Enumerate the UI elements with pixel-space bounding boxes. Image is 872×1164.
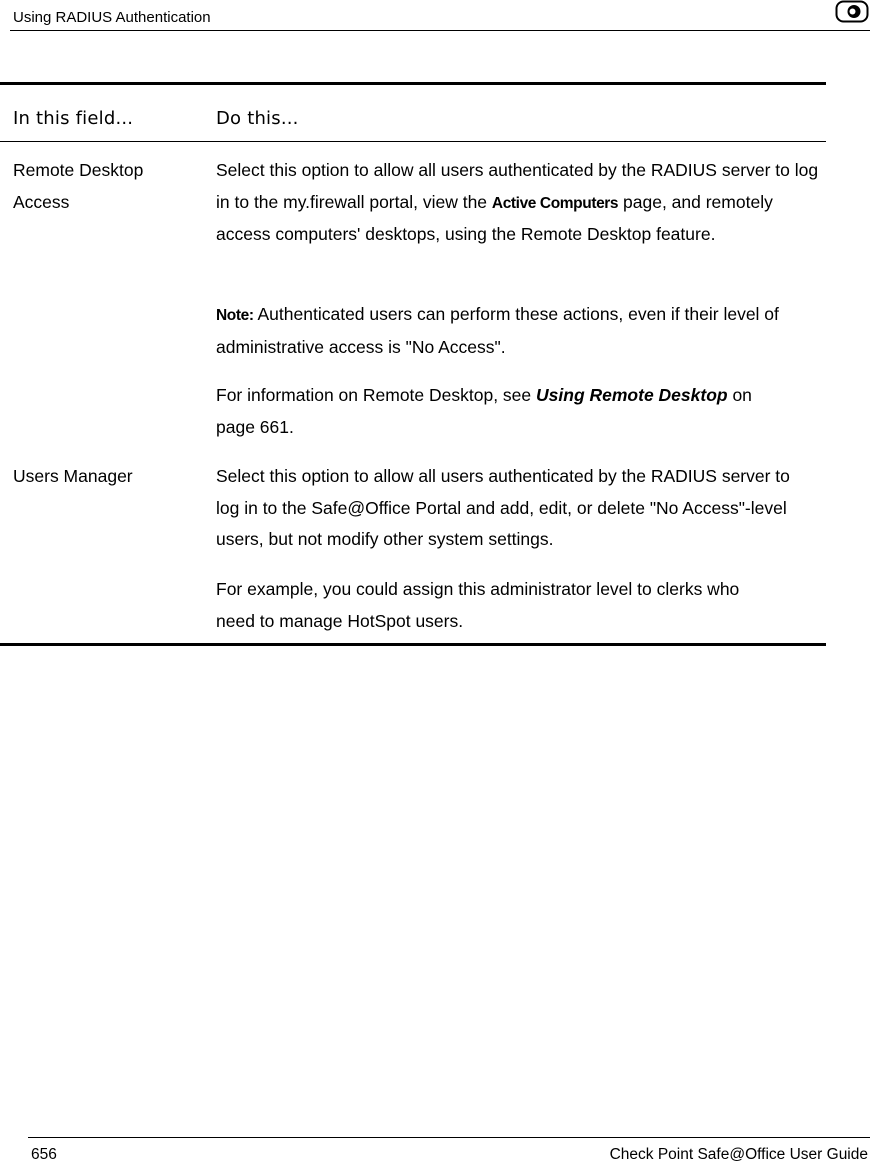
table-row-users-manager-example: For example, you could assign this administrator level to clerks who need to manage HotSpot users. [216,579,740,631]
column-header-action: Do this... [216,108,299,129]
header-row-rule [0,141,826,142]
header-rule [10,30,870,31]
check-point-logo-icon [835,0,869,24]
ui-term-active-computers: Active Computers [491,194,619,212]
guide-title: Check Point Safe@Office User Guide [609,1146,868,1163]
running-header-title: Using RADIUS Authentication [13,9,211,26]
table-row-remote-desktop-note: Note: Authenticated users can perform these actions, even if their level of administrative access is "No Access". [216,304,779,357]
footer-rule [28,1137,870,1138]
field-remote-desktop-access: Remote Desktop Access [13,160,144,212]
page-number: 656 [31,1146,57,1163]
cross-reference-link[interactable]: Using Remote Desktop [536,385,728,405]
table-row-remote-desktop-description: Select this option to allow all users authenticated by the RADIUS server to log in to the my.firewall portal, view the Active Computers page, and remotely access computers' desktops, using the Remote Desktop feature. [216,160,819,244]
column-header-field: In this field... [13,108,134,129]
note-label: Note: [216,307,254,324]
table-row-remote-desktop-reference: For information on Remote Desktop, see Using Remote Desktop on page 661. [216,385,752,437]
table-bottom-rule [0,643,826,646]
table-top-rule [0,82,826,85]
field-users-manager: Users Manager [13,466,133,486]
table-row-users-manager-description: Select this option to allow all users authenticated by the RADIUS server to log in to the Safe@Office Portal and add, edit, or delete "No Access"-level users, but not modify other system settings. [216,466,790,549]
